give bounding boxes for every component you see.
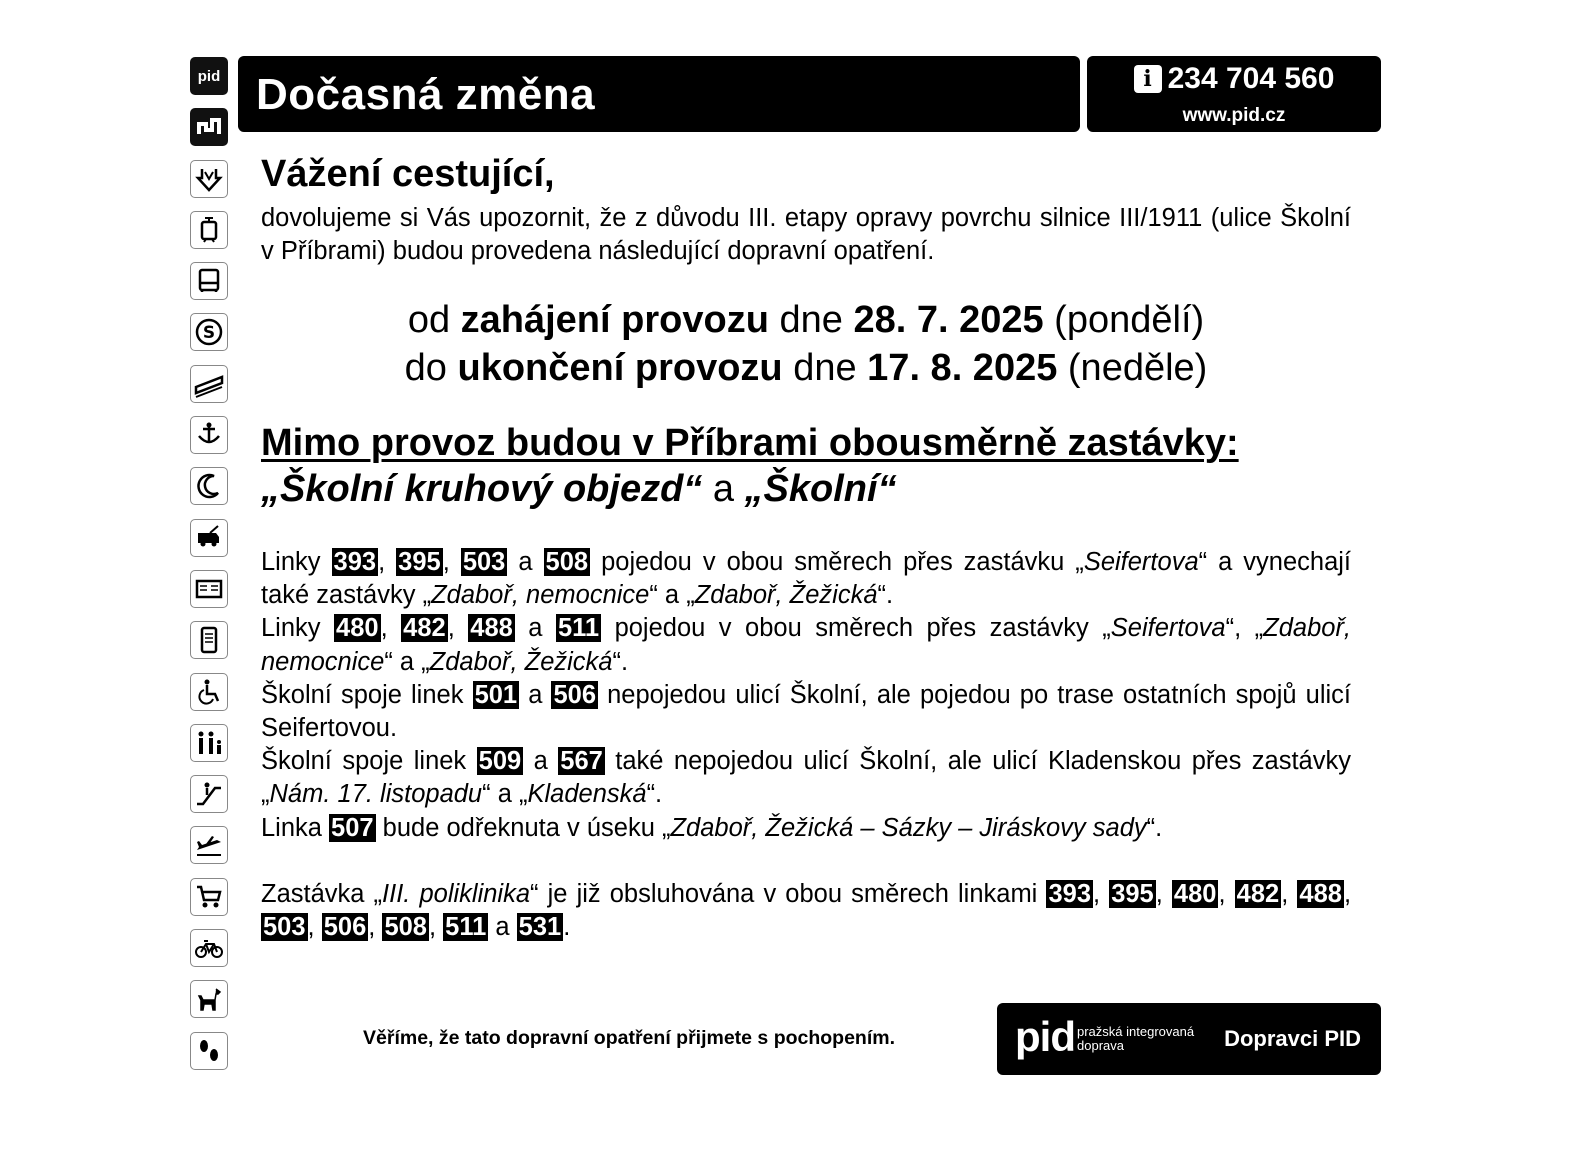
- p1-text: “ a vynechají také zastávky „: [261, 548, 1352, 610]
- title-bar: [238, 56, 1080, 132]
- stop-name: Seifertova: [1083, 548, 1199, 576]
- greeting: Vážení cestující,: [261, 153, 555, 195]
- p2-text: pojedou v obou směrech přes zastávky „: [601, 614, 1111, 643]
- line-badge: 482: [1236, 879, 1280, 908]
- line-badge: 395: [398, 548, 441, 576]
- bicycle-icon: [190, 929, 228, 967]
- stop-name: Kladenská: [527, 780, 647, 809]
- paragraph-2: [261, 612, 1351, 678]
- line-badge: 501: [474, 680, 518, 709]
- stop-name: Zdaboř, nemocnice: [261, 614, 1352, 676]
- p2-text: “, „: [1225, 614, 1264, 643]
- p6-sep: a: [488, 913, 517, 942]
- date-from-day-word: dne: [768, 299, 854, 341]
- info-icon: i: [1134, 65, 1162, 93]
- dog-icon: [190, 980, 228, 1018]
- pid-tagline-1: pražská integrovaná: [1077, 1024, 1195, 1039]
- pid-tagline: [1077, 1025, 1194, 1053]
- p1-sep: a: [507, 548, 544, 576]
- pid-logo: pid: [1015, 1013, 1075, 1060]
- p2-text: Linky: [261, 614, 335, 643]
- paragraph-3: [261, 679, 1351, 745]
- date-range: [261, 296, 1351, 392]
- line-badge: 503: [263, 913, 306, 942]
- transfer-icon: [190, 108, 228, 146]
- line-badge: 508: [384, 913, 427, 942]
- date-from-event: zahájení provozu: [460, 299, 769, 341]
- p6-sep: ,: [1155, 879, 1172, 908]
- ferry-icon: [190, 416, 228, 454]
- headline-title: Mimo provoz budou v Příbrami obousměrně zastávky:: [261, 422, 1239, 464]
- tram-icon: [190, 211, 228, 249]
- p2-sep: ,: [447, 614, 469, 643]
- date-to-value: 17. 8. 2025: [867, 347, 1058, 389]
- website-link[interactable]: www.pid.cz: [1182, 105, 1286, 126]
- line-badge: 567: [560, 747, 603, 776]
- p1-text: pojedou v obou směrech přes zastávku „: [590, 548, 1084, 576]
- stop-name-2: „Školní“: [744, 468, 897, 510]
- stroller-icon: [190, 878, 228, 916]
- date-from-prefix: od: [407, 299, 461, 341]
- stop-conj: a: [702, 468, 745, 510]
- p1-text: “.: [877, 581, 894, 610]
- paragraph-4: [261, 745, 1351, 811]
- funicular-icon: [190, 365, 228, 403]
- line-badge: 480: [336, 614, 379, 643]
- bus-icon: [190, 262, 228, 300]
- date-from-weekday: (pondělí): [1043, 299, 1205, 341]
- p1-sep: ,: [378, 548, 397, 576]
- line-badge: 506: [553, 680, 597, 709]
- pid-logo-icon: [190, 57, 228, 95]
- headline: [261, 420, 1351, 512]
- stop-name: Nám. 17. listopadu: [269, 780, 483, 809]
- airport-icon: [190, 826, 228, 864]
- info-box: [1087, 56, 1381, 132]
- date-line-to: [261, 344, 1351, 392]
- p3-sep: a: [519, 680, 552, 709]
- escalator-icon: [190, 775, 228, 813]
- notice-body: [261, 546, 1351, 944]
- p6-sep: ,: [1093, 879, 1110, 908]
- p3-text: nepojedou ulicí Školní, ale pojedou po trase ostatních spojů ulicí Seifertovou.: [261, 680, 1351, 743]
- line-badge: 509: [478, 747, 522, 776]
- line-badge: 480: [1173, 879, 1217, 908]
- line-badge: 395: [1111, 879, 1154, 908]
- page-title: Dočasná změna: [256, 70, 596, 119]
- p3-text: Školní spoje linek: [261, 680, 473, 709]
- p6-sep: ,: [368, 913, 383, 942]
- line-badge: 393: [1048, 879, 1091, 908]
- line-badge: 508: [545, 548, 589, 576]
- svg-text:S: S: [202, 323, 216, 344]
- date-to-prefix: do: [404, 347, 458, 389]
- stop-name-1: „Školní kruhový objezd“: [261, 468, 703, 510]
- line-badge: 503: [462, 548, 506, 576]
- line-badge: 511: [557, 614, 600, 643]
- line-badge: 482: [403, 614, 446, 643]
- p4-sep: a: [523, 747, 559, 776]
- line-badge: 531: [518, 913, 562, 942]
- sidebar: [190, 57, 230, 1083]
- wheelchair-icon: [190, 673, 228, 711]
- line-badge: 507: [331, 813, 374, 842]
- p2-text: “.: [612, 647, 629, 676]
- p6-sep: ,: [428, 913, 444, 942]
- info-phone: [1087, 62, 1381, 96]
- paragraph-1: [261, 546, 1351, 612]
- mobile-ticket-icon: [190, 621, 228, 659]
- line-badge: 488: [1299, 879, 1342, 908]
- stop-name: Seifertova: [1110, 614, 1226, 643]
- night-icon: [190, 467, 228, 505]
- p5-text: bude odřeknuta v úseku „: [375, 813, 671, 842]
- p4-text: “ a „: [482, 780, 528, 809]
- p6-text: “ je již obsluhována v obou směrech linkami: [530, 879, 1047, 908]
- p6-text: Zastávka „: [261, 879, 383, 908]
- stop-name: Zdaboř, Žežická – Sázky – Jiráskovy sady: [670, 813, 1147, 842]
- paragraph-6: [261, 878, 1351, 944]
- stop-name: Zdaboř, Žežická: [429, 647, 613, 676]
- p6-sep: ,: [1218, 879, 1235, 908]
- p1-text: Linky: [261, 548, 332, 576]
- metro-icon: [190, 160, 228, 198]
- intro-text: dovolujeme si Vás upozornit, že z důvodu III. etapy opravy povrchu silnice III/1911 (ulice Školní v Příbrami) budou provedena následující dopravní opatření.: [261, 204, 1351, 265]
- walking-icon: [190, 1032, 228, 1070]
- operator-name: Dopravci PID: [1224, 1026, 1361, 1051]
- date-line-from: [261, 296, 1351, 344]
- phone-number: 234 704 560: [1167, 62, 1335, 95]
- p6-sep: ,: [1281, 879, 1298, 908]
- thanks-text: Věříme, že tato dopravní opatření přijmete s pochopením.: [363, 1027, 896, 1049]
- footer-brand: [997, 1003, 1381, 1075]
- pid-tagline-2: doprava: [1077, 1038, 1124, 1053]
- stop-name: III. poliklinika: [382, 879, 531, 908]
- p4-text: “.: [646, 780, 663, 809]
- p1-text: “ a „: [649, 581, 695, 610]
- date-to-weekday: (neděle): [1057, 347, 1208, 389]
- ticket-icon: [190, 570, 228, 608]
- date-to-day-word: dne: [782, 347, 868, 389]
- date-from-value: 28. 7. 2025: [853, 299, 1044, 341]
- trolleybus-icon: [190, 519, 228, 557]
- p6-end: .: [563, 913, 571, 942]
- stop-name: Zdaboř, Žežická: [694, 581, 878, 610]
- paragraph-5: [261, 812, 1351, 845]
- stop-name: Zdaboř, nemocnice: [431, 581, 650, 610]
- p6-sep: ,: [1343, 879, 1352, 908]
- p4-text: Školní spoje linek: [261, 747, 477, 776]
- family-icon: [190, 724, 228, 762]
- p5-text: “.: [1146, 813, 1163, 842]
- train-s-icon: [190, 313, 228, 351]
- line-badge: 488: [470, 614, 513, 643]
- line-badge: 393: [333, 548, 377, 576]
- pid-logo-label: pid: [197, 67, 221, 85]
- p4-text: také nepojedou ulicí Školní, ale ulicí Kladenskou přes zastávky „: [261, 747, 1351, 809]
- line-badge: 511: [445, 913, 487, 942]
- p5-text: Linka: [261, 813, 330, 842]
- date-to-event: ukončení provozu: [457, 347, 783, 389]
- p1-sep: ,: [442, 548, 461, 576]
- line-badge: 506: [323, 913, 367, 942]
- p2-sep: a: [514, 614, 556, 643]
- p6-sep: ,: [307, 913, 322, 942]
- p2-text: “ a „: [384, 647, 430, 676]
- headline-stops: [261, 466, 1351, 512]
- p2-sep: ,: [380, 614, 402, 643]
